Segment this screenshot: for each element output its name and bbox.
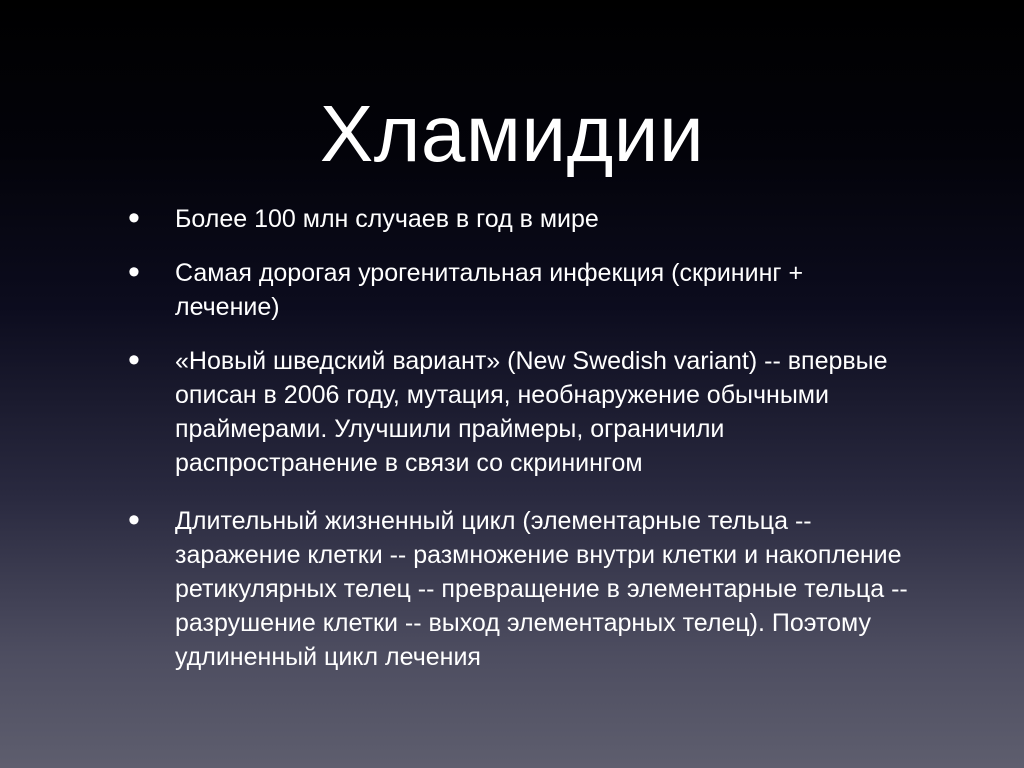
bullet-list [128,199,908,694]
bullet-text: Самая дорогая урогенитальная инфекция (скрининг + лечение) [175,259,804,321]
bullet-dot-icon: • [128,341,140,379]
bullet-dot-icon: • [128,501,140,539]
bullet-item [128,341,908,480]
bullet-item [128,501,908,674]
bullet-text: Длительный жизненный цикл (элементарные тельца -- заражение клетки -- размножение внутри клетки и накопление ретикулярных телец -- превращение в элементарные тельца -- разрушение клетки -- выход элементарных телец). Поэтому удлиненный цикл лечения [175,507,908,671]
slide-title: Хламидии [319,89,705,178]
bullet-item [128,253,908,324]
bullet-dot-icon: • [128,199,140,237]
bullet-item [128,199,908,237]
bullet-dot-icon: • [128,253,140,291]
bullet-text: Более 100 млн случаев в год в мире [175,205,599,233]
bullet-text: «Новый шведский вариант» (New Swedish variant) -- впервые описан в 2006 году, мутация, необнаружение обычными праймерами. Улучшили праймеры, ограничили распространение в связи со скринингом [175,347,888,477]
